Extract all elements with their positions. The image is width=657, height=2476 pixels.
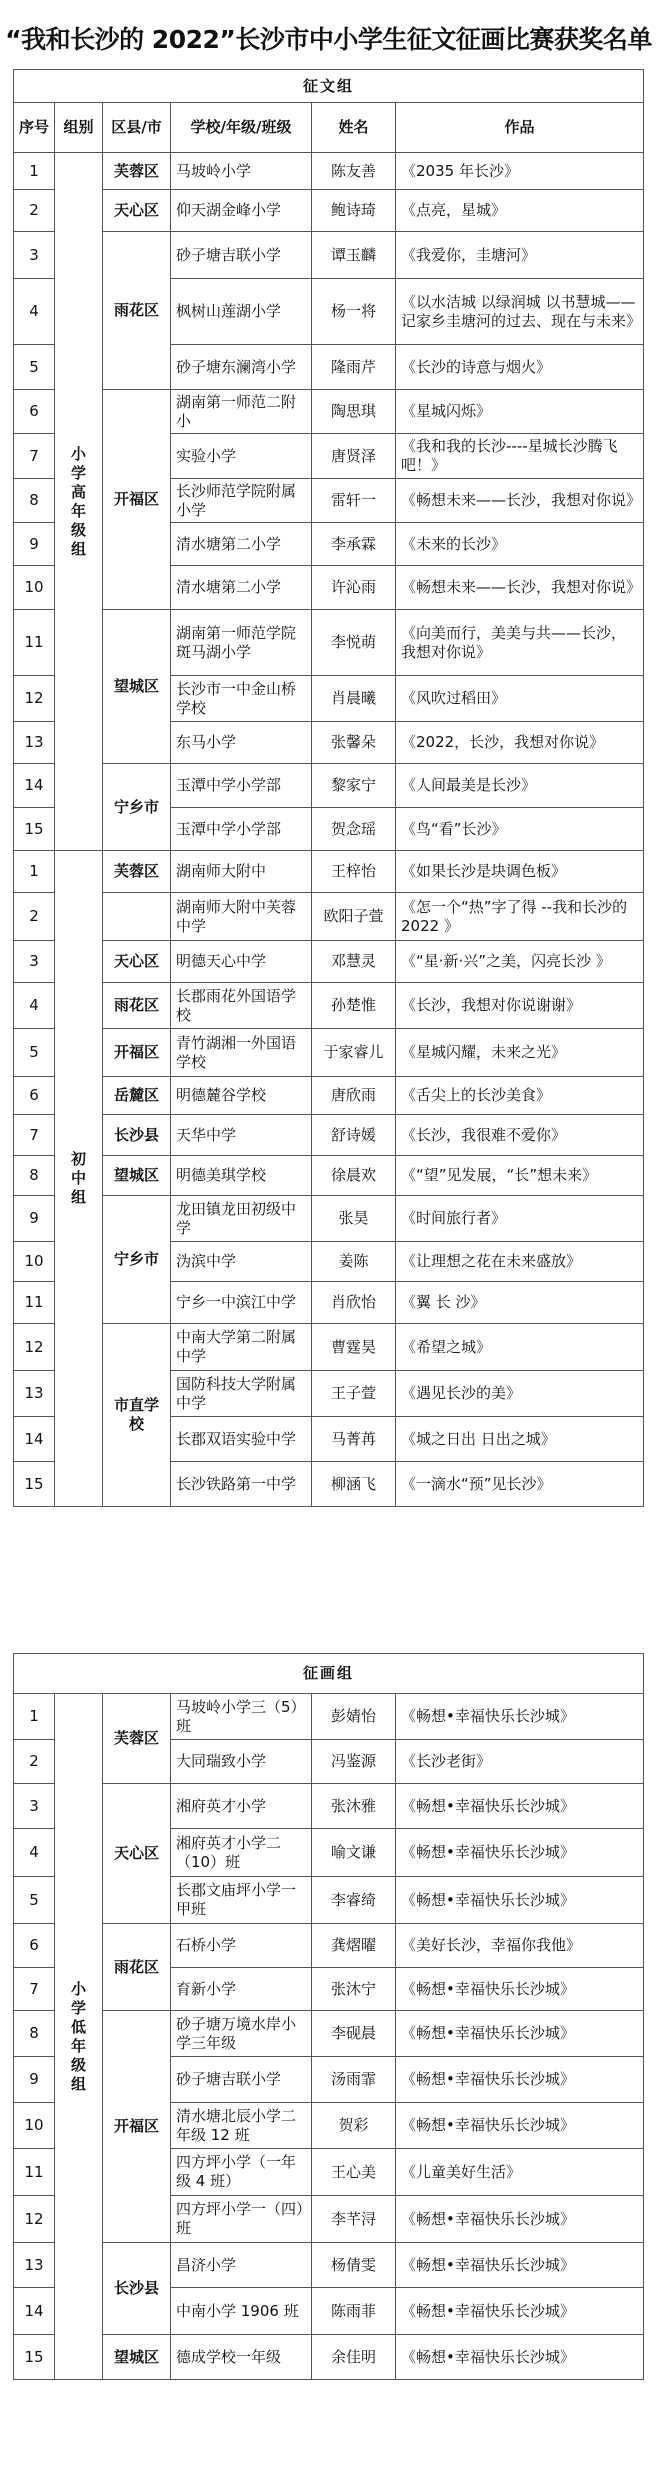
name-cell: 杨一将: [312, 279, 396, 345]
name-cell: 于家睿儿: [312, 1029, 396, 1077]
work-cell: 《儿童美好生活》: [396, 2149, 644, 2196]
row-no: 1: [14, 153, 55, 190]
row-no: 7: [14, 1968, 55, 2011]
work-cell: 《人间最美是长沙》: [396, 764, 644, 808]
table-row: [14, 232, 644, 279]
name-cell: 张沐雅: [312, 1784, 396, 1829]
table-row: [14, 941, 644, 983]
row-no: 6: [14, 390, 55, 434]
table-row: [14, 893, 644, 941]
name-cell: 李承霖: [312, 523, 396, 566]
district-cell: 开福区: [103, 2011, 171, 2243]
table-row: [14, 1196, 644, 1242]
table-row: [14, 1784, 644, 1829]
district-cell: 望城区: [103, 1156, 171, 1196]
name-cell: 谭玉麟: [312, 232, 396, 279]
school-cell: 枫树山莲湖小学: [171, 279, 312, 345]
table-row: [14, 610, 644, 676]
school-cell: 长沙市一中金山桥学校: [171, 676, 312, 722]
row-no: 13: [14, 2243, 55, 2288]
name-cell: 黎家宁: [312, 764, 396, 808]
work-cell: 《“星·新·兴”之美，闪亮长沙 》: [396, 941, 644, 983]
work-cell: 《如果长沙是块调色板》: [396, 851, 644, 893]
district-cell: 岳麓区: [103, 1077, 171, 1115]
district-cell: [103, 893, 171, 941]
school-cell: 育新小学: [171, 1968, 312, 2011]
row-no: 8: [14, 1156, 55, 1196]
name-cell: 鲍诗琦: [312, 190, 396, 232]
work-cell: 《长沙，我很难不爱你》: [396, 1115, 644, 1156]
name-cell: 肖晨曦: [312, 676, 396, 722]
school-cell: 湖南第一师范二附小: [171, 390, 312, 434]
work-cell: 《畅想未来——长沙，我想对你说》: [396, 566, 644, 610]
table-row: [14, 1324, 644, 1371]
row-no: 5: [14, 1029, 55, 1077]
school-cell: 湖南第一师范学院斑马湖小学: [171, 610, 312, 676]
name-cell: 雷轩一: [312, 479, 396, 523]
table-row: [14, 153, 644, 190]
name-cell: 张昊: [312, 1196, 396, 1242]
row-no: 15: [14, 1462, 55, 1507]
row-no: 15: [14, 808, 55, 851]
work-cell: 《舌尖上的长沙美食》: [396, 1077, 644, 1115]
school-cell: 长郡文庙坪小学一甲班: [171, 1877, 312, 1924]
name-cell: 姜陈: [312, 1242, 396, 1282]
group-cell: [55, 1694, 103, 2380]
district-cell: 芙蓉区: [103, 153, 171, 190]
work-cell: 《一滴水“预”见长沙》: [396, 1462, 644, 1507]
district-cell: 长沙县: [103, 2243, 171, 2335]
work-cell: 《遇见长沙的美》: [396, 1371, 644, 1417]
work-cell: 《翼 长 沙》: [396, 1282, 644, 1324]
row-no: 9: [14, 1196, 55, 1242]
school-cell: 长郡双语实验中学: [171, 1417, 312, 1462]
row-no: 8: [14, 479, 55, 523]
essay-heading: 征文组: [14, 70, 644, 103]
table-row: [14, 2011, 644, 2057]
table-row: [14, 1694, 644, 1740]
name-cell: 柳涵飞: [312, 1462, 396, 1507]
work-cell: 《点亮，星城》: [396, 190, 644, 232]
header-work: 作品: [396, 103, 644, 153]
school-cell: 东马小学: [171, 722, 312, 764]
table-row: [14, 1077, 644, 1115]
work-cell: 《畅想•幸福快乐长沙城》: [396, 2103, 644, 2149]
group-label: 小学低年级组: [70, 1979, 86, 2093]
header-name: 姓名: [312, 103, 396, 153]
header-row: [14, 103, 644, 153]
table-row: [14, 1924, 644, 1968]
work-cell: 《长沙老街》: [396, 1740, 644, 1784]
work-cell: 《风吹过稻田》: [396, 676, 644, 722]
name-cell: 欧阳子萱: [312, 893, 396, 941]
painting-table: [13, 1653, 644, 2380]
row-no: 4: [14, 279, 55, 345]
row-no: 4: [14, 1829, 55, 1877]
work-cell: 《2022，长沙，我想对你说》: [396, 722, 644, 764]
name-cell: 张馨朵: [312, 722, 396, 764]
work-cell: 《畅想•幸福快乐长沙城》: [396, 2335, 644, 2380]
name-cell: 陶思琪: [312, 390, 396, 434]
school-cell: 昌济小学: [171, 2243, 312, 2288]
school-cell: 明德天心中学: [171, 941, 312, 983]
row-no: 12: [14, 2196, 55, 2243]
district-cell: 市直学校: [103, 1324, 171, 1507]
school-cell: 湖南师大附中: [171, 851, 312, 893]
district-cell: 芙蓉区: [103, 851, 171, 893]
row-no: 5: [14, 1877, 55, 1924]
work-cell: 《畅想•幸福快乐长沙城》: [396, 2288, 644, 2335]
table-row: [14, 983, 644, 1029]
district-cell: 望城区: [103, 2335, 171, 2380]
row-no: 1: [14, 851, 55, 893]
row-no: 6: [14, 1924, 55, 1968]
name-cell: 马菁苒: [312, 1417, 396, 1462]
work-cell: 《未来的长沙》: [396, 523, 644, 566]
school-cell: 长郡雨花外国语学校: [171, 983, 312, 1029]
school-cell: 宁乡一中滨江中学: [171, 1282, 312, 1324]
work-cell: 《向美而行，美美与共——长沙，我想对你说》: [396, 610, 644, 676]
name-cell: 余佳明: [312, 2335, 396, 2380]
district-cell: 望城区: [103, 610, 171, 764]
district-cell: 宁乡市: [103, 1196, 171, 1324]
work-cell: 《让理想之花在未来盛放》: [396, 1242, 644, 1282]
name-cell: 汤雨霏: [312, 2057, 396, 2103]
work-cell: 《畅想•幸福快乐长沙城》: [396, 2243, 644, 2288]
work-cell: 《时间旅行者》: [396, 1196, 644, 1242]
row-no: 2: [14, 1740, 55, 1784]
name-cell: 李睿绮: [312, 1877, 396, 1924]
work-cell: 《怎一个“热”字了得 --我和长沙的 2022 》: [396, 893, 644, 941]
work-cell: 《2035 年长沙》: [396, 153, 644, 190]
school-cell: 马坡岭小学: [171, 153, 312, 190]
row-no: 7: [14, 434, 55, 479]
name-cell: 邓慧灵: [312, 941, 396, 983]
table-row: [14, 390, 644, 434]
work-cell: 《畅想•幸福快乐长沙城》: [396, 2196, 644, 2243]
name-cell: 陈雨菲: [312, 2288, 396, 2335]
name-cell: 王梓怡: [312, 851, 396, 893]
row-no: 13: [14, 722, 55, 764]
table-row: [14, 1029, 644, 1077]
school-cell: 沩滨中学: [171, 1242, 312, 1282]
school-cell: 长沙师范学院附属小学: [171, 479, 312, 523]
district-cell: 天心区: [103, 1784, 171, 1924]
school-cell: 清水塘第二小学: [171, 566, 312, 610]
work-cell: 《畅想•幸福快乐长沙城》: [396, 2011, 644, 2057]
work-cell: 《美好长沙，幸福你我他》: [396, 1924, 644, 1968]
work-cell: 《长沙，我想对你说谢谢》: [396, 983, 644, 1029]
name-cell: 肖欣怡: [312, 1282, 396, 1324]
name-cell: 陈友善: [312, 153, 396, 190]
row-no: 9: [14, 523, 55, 566]
school-cell: 仰天湖金峰小学: [171, 190, 312, 232]
work-cell: 《鸟“看”长沙》: [396, 808, 644, 851]
school-cell: 玉潭中学小学部: [171, 764, 312, 808]
name-cell: 唐欣雨: [312, 1077, 396, 1115]
name-cell: 王子萱: [312, 1371, 396, 1417]
district-cell: 开福区: [103, 1029, 171, 1077]
school-cell: 长沙铁路第一中学: [171, 1462, 312, 1507]
school-cell: 四方坪小学（一年级 4 班）: [171, 2149, 312, 2196]
school-cell: 砂子塘吉联小学: [171, 2057, 312, 2103]
work-cell: 《畅想•幸福快乐长沙城》: [396, 1877, 644, 1924]
name-cell: 曹霆昊: [312, 1324, 396, 1371]
name-cell: 张沐宁: [312, 1968, 396, 2011]
school-cell: 国防科技大学附属中学: [171, 1371, 312, 1417]
table-row: [14, 2335, 644, 2380]
header-district: 区县/市: [103, 103, 171, 153]
header-school: 学校/年级/班级: [171, 103, 312, 153]
school-cell: 明德美琪学校: [171, 1156, 312, 1196]
work-cell: 《星城闪烁》: [396, 390, 644, 434]
work-cell: 《长沙的诗意与烟火》: [396, 345, 644, 390]
row-no: 8: [14, 2011, 55, 2057]
name-cell: 许沁雨: [312, 566, 396, 610]
row-no: 1: [14, 1694, 55, 1740]
name-cell: 贺念瑶: [312, 808, 396, 851]
school-cell: 大同瑞致小学: [171, 1740, 312, 1784]
work-cell: 《我和我的长沙----星城长沙腾飞吧！》: [396, 434, 644, 479]
table-row: [14, 764, 644, 808]
row-no: 3: [14, 941, 55, 983]
essay-section-row: [14, 70, 644, 103]
row-no: 2: [14, 893, 55, 941]
school-cell: 实验小学: [171, 434, 312, 479]
row-no: 15: [14, 2335, 55, 2380]
work-cell: 《畅想未来——长沙，我想对你说》: [396, 479, 644, 523]
row-no: 11: [14, 1282, 55, 1324]
district-cell: 天心区: [103, 190, 171, 232]
school-cell: 天华中学: [171, 1115, 312, 1156]
school-cell: 清水塘北辰小学二年级 12 班: [171, 2103, 312, 2149]
header-group: 组别: [55, 103, 103, 153]
school-cell: 玉潭中学小学部: [171, 808, 312, 851]
group-label: 初中组: [70, 1150, 86, 1206]
school-cell: 青竹湖湘一外国语学校: [171, 1029, 312, 1077]
page-title: “我和长沙的 2022”长沙市中小学生征文征画比赛获奖名单: [5, 25, 652, 54]
row-no: 4: [14, 983, 55, 1029]
row-no: 2: [14, 190, 55, 232]
table-row: [14, 851, 644, 893]
school-cell: 石桥小学: [171, 1924, 312, 1968]
table-row: [14, 190, 644, 232]
row-no: 7: [14, 1115, 55, 1156]
work-cell: 《畅想•幸福快乐长沙城》: [396, 1829, 644, 1877]
school-cell: 砂子塘吉联小学: [171, 232, 312, 279]
name-cell: 龚熠曜: [312, 1924, 396, 1968]
work-cell: 《希望之城》: [396, 1324, 644, 1371]
name-cell: 杨倩雯: [312, 2243, 396, 2288]
name-cell: 王心美: [312, 2149, 396, 2196]
painting-heading: 征画组: [14, 1654, 644, 1694]
table-row: [14, 1156, 644, 1196]
row-no: 14: [14, 764, 55, 808]
name-cell: 徐晨欢: [312, 1156, 396, 1196]
school-cell: 清水塘第二小学: [171, 523, 312, 566]
school-cell: 湖南师大附中芙蓉中学: [171, 893, 312, 941]
row-no: 9: [14, 2057, 55, 2103]
district-cell: 长沙县: [103, 1115, 171, 1156]
work-cell: 《城之日出 日出之城》: [396, 1417, 644, 1462]
row-no: 14: [14, 1417, 55, 1462]
painting-section-row: [14, 1654, 644, 1694]
school-cell: 中南小学 1906 班: [171, 2288, 312, 2335]
name-cell: 彭婧怡: [312, 1694, 396, 1740]
row-no: 12: [14, 676, 55, 722]
row-no: 3: [14, 232, 55, 279]
name-cell: 李砚晨: [312, 2011, 396, 2057]
school-cell: 砂子塘万境水岸小学三年级: [171, 2011, 312, 2057]
school-cell: 砂子塘东澜湾小学: [171, 345, 312, 390]
group-label: 小学高年级组: [70, 444, 86, 558]
header-no: 序号: [14, 103, 55, 153]
district-cell: 宁乡市: [103, 764, 171, 851]
district-cell: 雨花区: [103, 232, 171, 390]
work-cell: 《畅想•幸福快乐长沙城》: [396, 1694, 644, 1740]
name-cell: 喻文谦: [312, 1829, 396, 1877]
row-no: 11: [14, 2149, 55, 2196]
name-cell: 冯鉴源: [312, 1740, 396, 1784]
name-cell: 李芊浔: [312, 2196, 396, 2243]
school-cell: 湘府英才小学: [171, 1784, 312, 1829]
name-cell: 贺彩: [312, 2103, 396, 2149]
name-cell: 隆雨芹: [312, 345, 396, 390]
school-cell: 马坡岭小学三（5）班: [171, 1694, 312, 1740]
name-cell: 李悦萌: [312, 610, 396, 676]
work-cell: 《畅想•幸福快乐长沙城》: [396, 1968, 644, 2011]
table-row: [14, 1115, 644, 1156]
row-no: 10: [14, 1242, 55, 1282]
work-cell: 《畅想•幸福快乐长沙城》: [396, 1784, 644, 1829]
essay-table: [13, 69, 644, 1507]
row-no: 14: [14, 2288, 55, 2335]
row-no: 6: [14, 1077, 55, 1115]
row-no: 5: [14, 345, 55, 390]
district-cell: 开福区: [103, 390, 171, 610]
row-no: 12: [14, 1324, 55, 1371]
work-cell: 《星城闪耀，未来之光》: [396, 1029, 644, 1077]
table-row: [14, 2243, 644, 2288]
school-cell: 湘府英才小学二（10）班: [171, 1829, 312, 1877]
name-cell: 唐贤泽: [312, 434, 396, 479]
district-cell: 芙蓉区: [103, 1694, 171, 1784]
school-cell: 四方坪小学一（四）班: [171, 2196, 312, 2243]
work-cell: 《以水洁城 以绿润城 以书慧城——记家乡圭塘河的过去、现在与未来》: [396, 279, 644, 345]
group-cell: [55, 851, 103, 1507]
work-cell: 《畅想•幸福快乐长沙城》: [396, 2057, 644, 2103]
work-cell: 《“望”见发展，“长”想未来》: [396, 1156, 644, 1196]
school-cell: 明德麓谷学校: [171, 1077, 312, 1115]
group-cell: [55, 153, 103, 851]
row-no: 3: [14, 1784, 55, 1829]
row-no: 10: [14, 566, 55, 610]
row-no: 13: [14, 1371, 55, 1417]
district-cell: 天心区: [103, 941, 171, 983]
name-cell: 孙楚惟: [312, 983, 396, 1029]
district-cell: 雨花区: [103, 1924, 171, 2011]
row-no: 11: [14, 610, 55, 676]
work-cell: 《我爱你，圭塘河》: [396, 232, 644, 279]
school-cell: 龙田镇龙田初级中学: [171, 1196, 312, 1242]
name-cell: 舒诗媛: [312, 1115, 396, 1156]
district-cell: 雨花区: [103, 983, 171, 1029]
row-no: 10: [14, 2103, 55, 2149]
school-cell: 德成学校一年级: [171, 2335, 312, 2380]
school-cell: 中南大学第二附属中学: [171, 1324, 312, 1371]
